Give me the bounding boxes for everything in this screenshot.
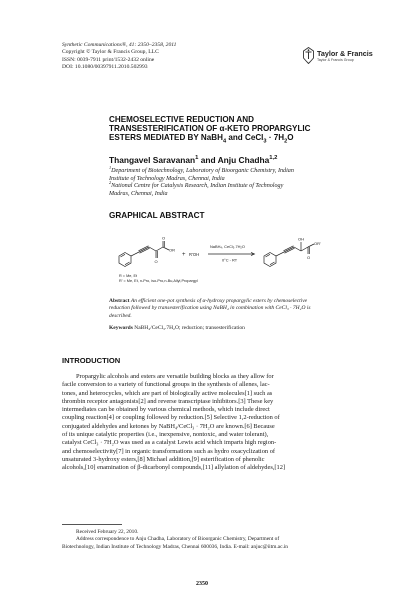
body-line: catalyst CeCl₃ · 7H₂O was used as a catalyst Lewis acid which imparts high region- <box>62 439 277 447</box>
abstract-line-3: described. <box>109 312 132 319</box>
sm-ester-o-label: O <box>162 235 166 241</box>
title-line-1: CHEMOSELECTIVE REDUCTION AND <box>109 115 254 124</box>
affiliation-2: $^2$National Centre for Catalysis Research, Indian Institute of Technology <box>109 180 284 190</box>
body-line: facile conversion to a variety of functional groups in the synthesis of allenes, lac- <box>62 381 270 389</box>
author-and: and <box>198 155 218 165</box>
publisher-name: Taylor & Francis <box>317 49 373 58</box>
journal-issn: ISSN: 0039-7911 print/1532-2432 online <box>62 56 155 63</box>
author-2: Anju Chadha <box>217 155 270 165</box>
phenyl-ring-product <box>264 253 276 267</box>
author-1: Thangavel Saravanan <box>109 155 196 165</box>
journal-copyright: Copyright © Taylor & Francis Group, LLC <box>62 49 159 56</box>
page-number: 2350 <box>196 581 208 587</box>
footnote-rule <box>62 524 122 525</box>
keywords <box>109 325 245 331</box>
publisher-logo <box>302 46 392 68</box>
product-oh-label: OH <box>298 236 304 242</box>
title-line-2: TRANSESTERIFICATION OF α-KETO PROPARGYLIC <box>109 124 311 134</box>
article-title <box>109 115 349 146</box>
abstract-line-2: reduction followed by transesterification using NaBH₄ in combination with CeCl₃ · 7H₂O is <box>109 305 311 312</box>
footnote <box>62 529 362 551</box>
body-line: conjugated aldehydes and ketones by NaBH₄/CeCl₃ · 7H₂O are known.[6] Because <box>62 422 275 430</box>
section-heading-introduction: INTRODUCTION <box>62 356 121 365</box>
alkyne-product <box>276 242 314 256</box>
author-2-affil: 1,2 <box>269 155 278 162</box>
affiliation-2-cont: Madras, Chennai, India <box>109 190 168 197</box>
sm-or-label: OR <box>169 247 175 253</box>
footnote-received: Received February 22, 2010. <box>76 529 139 535</box>
reaction-arrow <box>208 252 255 255</box>
reaction-scheme <box>109 224 359 296</box>
publisher-subname: Taylor & Francis Group <box>317 58 354 62</box>
alcohol-label: R'OH <box>189 252 200 257</box>
alkyne-sm <box>131 241 169 258</box>
abstract-line-1: Abstract An efficient one-pot synthesis of α-hydroxy propargylic esters by chemoselective <box>109 298 308 304</box>
author-list <box>109 155 277 165</box>
body-line: of its unique catalytic properties (i.e., inexpensive, nontoxic, and water tolerant), <box>62 431 269 439</box>
body-line: intermediates can be obtained by various chemical methods, which include direct <box>62 406 270 414</box>
reagent-bottom: 0°C - RT <box>222 257 238 263</box>
affiliations <box>109 165 359 198</box>
body-line: unsaturated 3-hydroxy esters,[8] Michael addition,[9] esterification of phenolic <box>62 455 265 463</box>
body-line: and chemoselectivity[7] in organic transformations such as hydro oxacyclization of <box>62 447 276 455</box>
journal-doi: DOI: 10.1080/00397911.2010.502993 <box>62 63 148 70</box>
abstract-label: Abstract <box>109 298 130 304</box>
body-line: thrombin receptor antagonists[2] and reverse transcriptase inhibitors.[3] These key <box>62 397 274 405</box>
reagent-top: NaBH₄, CeCl₃.7H₂O <box>210 244 245 249</box>
journal-citation: Synthetic Communications®, 41: 2350–2358, 2011 <box>62 42 177 48</box>
journal-info <box>62 42 176 71</box>
product-or-label: OR' <box>314 241 321 246</box>
affiliation-1-cont: Institute of Technology Madras, Chennai, India <box>109 175 225 182</box>
keywords-text: NaBH₄/CeCl₃.7H₂O; reduction; transesterification <box>134 325 245 331</box>
abstract <box>109 298 359 320</box>
sm-carbonyl-o-label: O <box>154 259 158 264</box>
plus-sign: + <box>182 252 186 258</box>
publisher-logo-icon <box>302 47 315 64</box>
body-line: tones, and heterocycles, which are part of biologically active molecules[1] such as <box>62 389 273 397</box>
graphical-abstract-heading: GRAPHICAL ABSTRACT <box>109 211 205 220</box>
scheme-note-r: R = Me, Et <box>119 274 138 278</box>
introduction-body <box>62 373 362 473</box>
product-carbonyl-o-label: O <box>307 255 311 260</box>
footnote-address-2: Biotechnology, Indian Institute of Technology Madras, Chennai 600036, India. E-mail: anjuc@iitm.ac.in <box>62 543 289 550</box>
body-line: alcohols,[10] enamination of β-dicarbonyl compounds,[11] allylation of aldehydes,[12] <box>62 464 286 472</box>
affiliation-1: $^1$Department of Biotechnology, Laboratory of Bioorganic Chemistry, Indian <box>109 165 294 175</box>
body-line: Propargylic alcohols and esters are versatile building blocks as they allow for <box>76 373 274 380</box>
body-line: coupling reaction[4] or coupling followed by reduction.[5] Selective 1,2-reduction of <box>62 414 280 422</box>
scheme-note-r-prime: R' = Me, Et, n-Pro, iso-Pro,n-Bu,Allyl,Propargyl <box>119 279 198 283</box>
footnote-address-1: Address correspondence to Anju Chadha, Laboratory of Bioorganic Chemistry, Department of <box>76 536 280 543</box>
keywords-label: Keywords <box>109 325 133 331</box>
phenyl-ring-sm <box>119 253 131 267</box>
title-line-3: ESTERS MEDIATED BY NaBH$_4$ and CeCl$_3$ · $7H_2O$ <box>109 133 294 146</box>
author-1-affil: 1 <box>195 155 199 162</box>
